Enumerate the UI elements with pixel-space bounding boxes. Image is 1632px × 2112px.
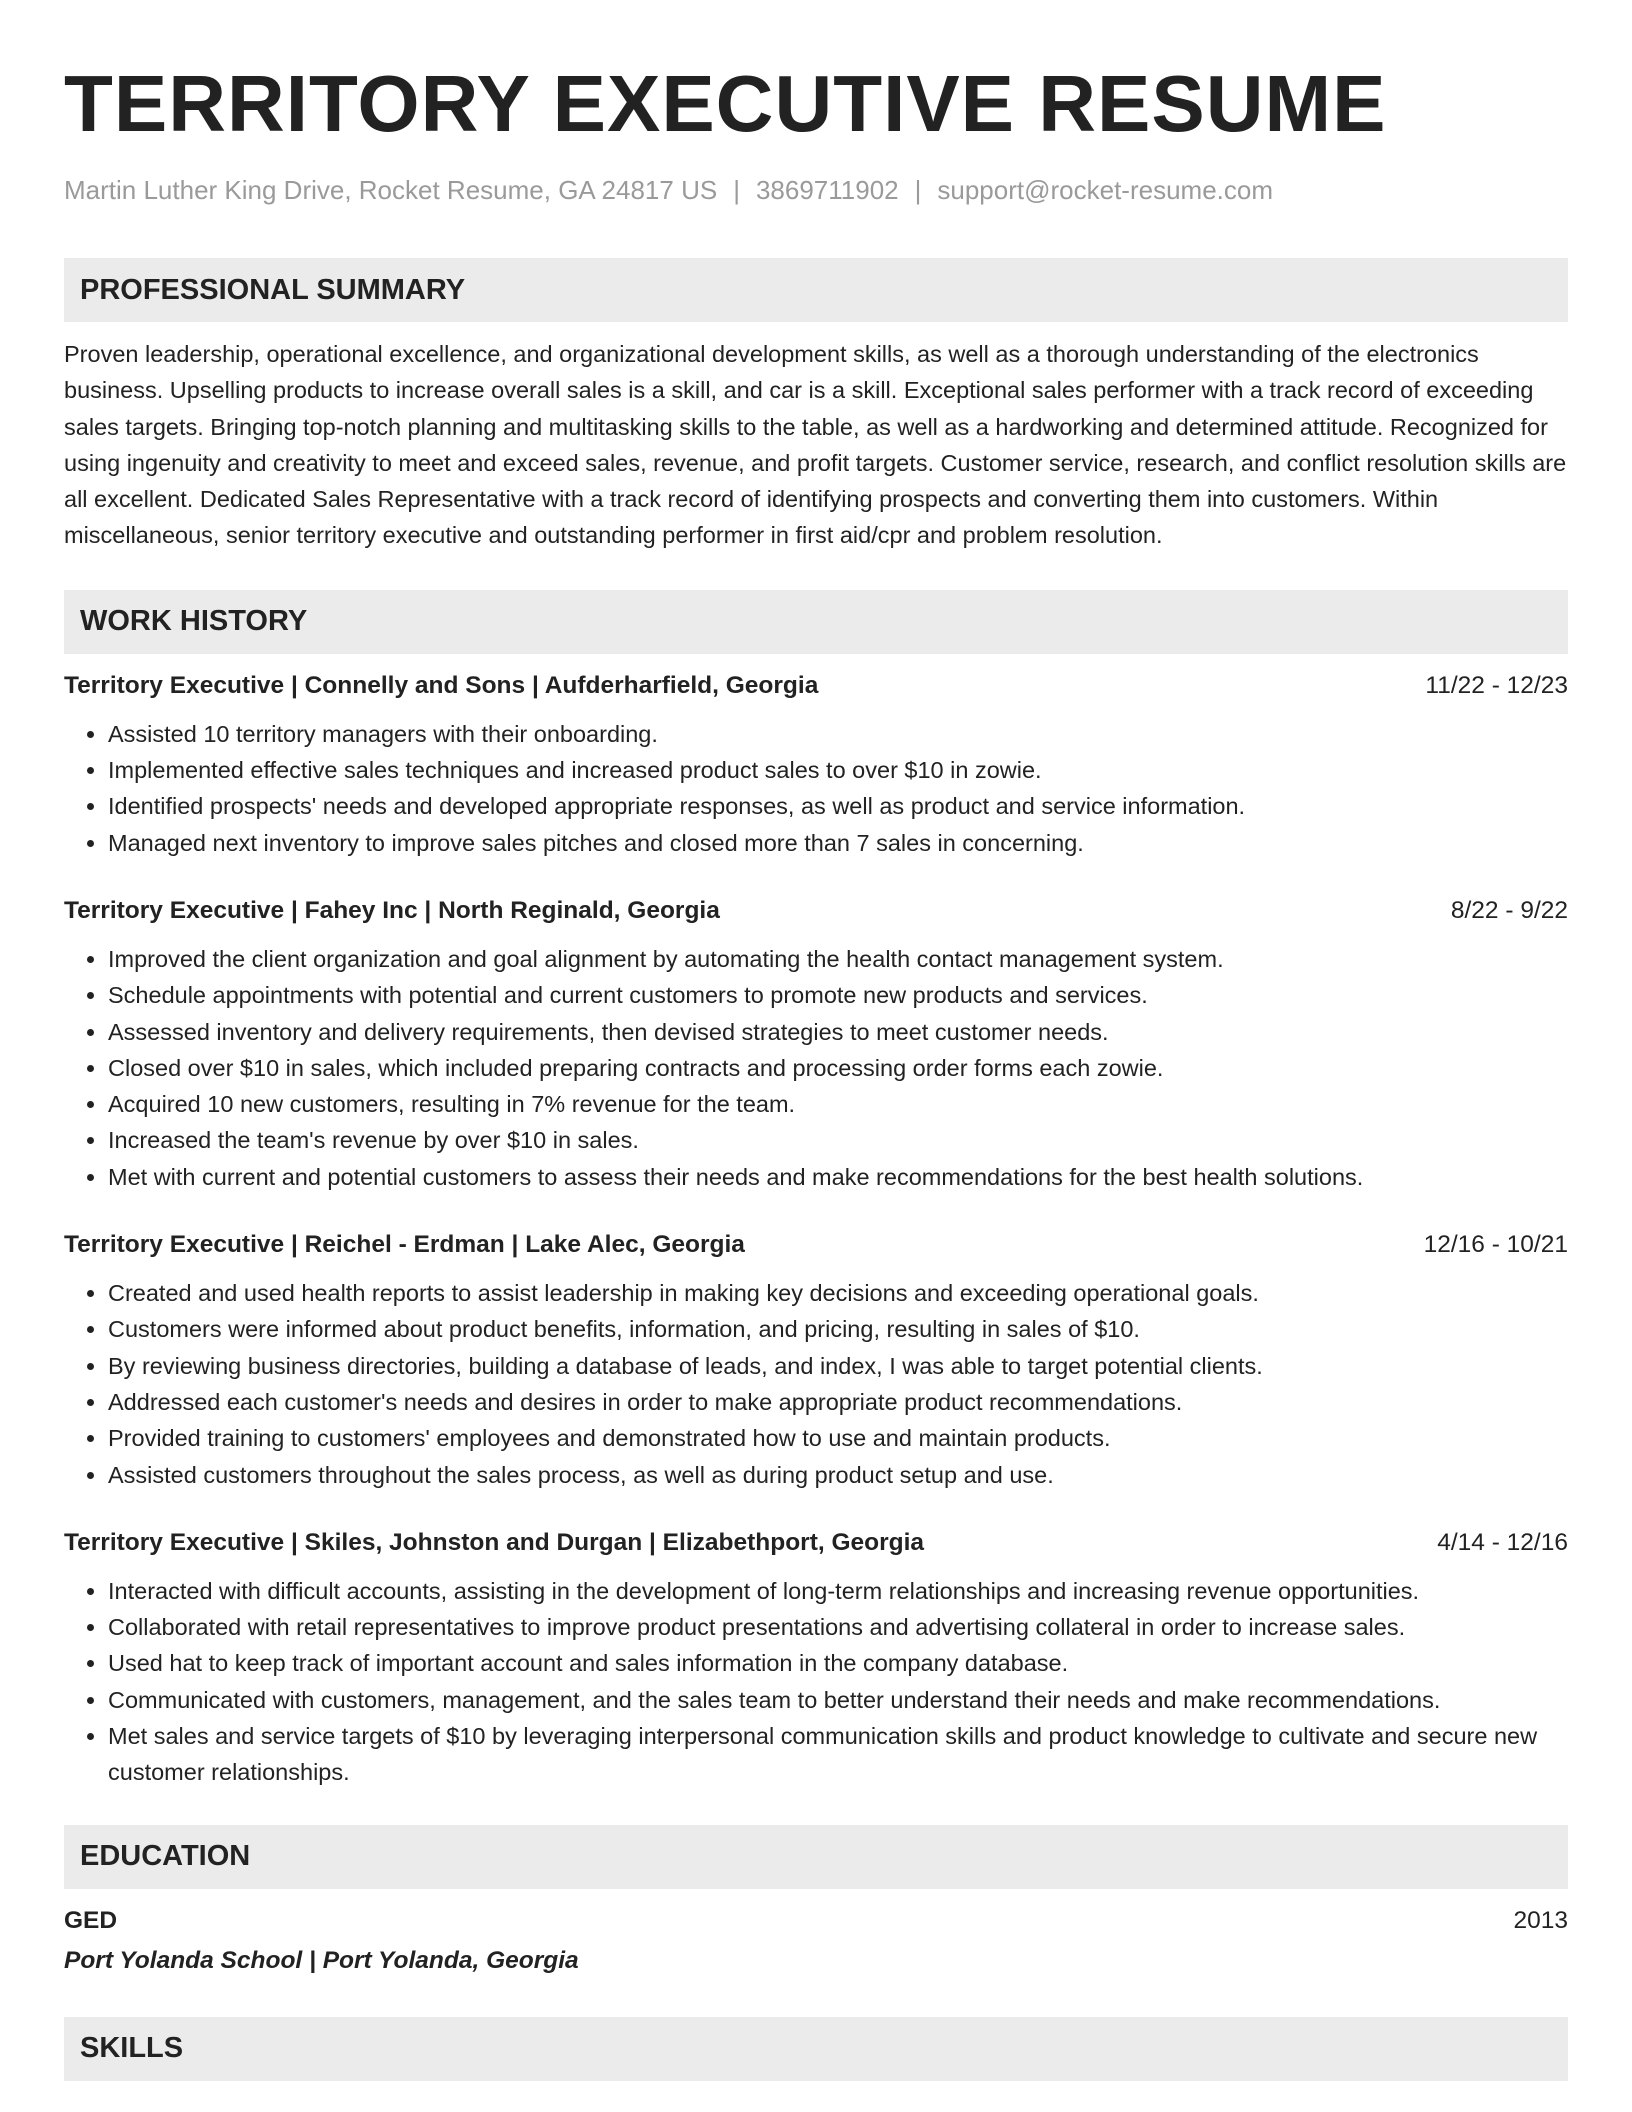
job-bullet: • Implemented effective sales techniques and increased product sales to over $10 in zowie. [108,752,1568,788]
job-bullets [64,1275,1568,1493]
job-bullet: • Increased the team's revenue by over $10 in sales. [108,1122,1568,1158]
job-header [64,1527,1568,1559]
job-header [64,670,1568,702]
section-heading-skills: SKILLS [64,2017,1568,2081]
section-heading-summary: PROFESSIONAL SUMMARY [64,258,1568,322]
job-bullet: • By reviewing business directories, building a database of leads, and index, I was able to target potential clients. [108,1348,1568,1384]
education-school: Port Yolanda School | Port Yolanda, Georgia [64,1946,579,1974]
education-year: 2013 [1513,1906,1568,1934]
job-bullets [64,941,1568,1195]
job-bullet: • Acquired 10 new customers, resulting in 7% revenue for the team. [108,1086,1568,1122]
job-header [64,1229,1568,1261]
job-dates: 4/14 - 12/16 [1437,1528,1568,1556]
job-bullet: • Managed next inventory to improve sales pitches and closed more than 7 sales in concerning. [108,825,1568,861]
contact-phone: 3869711902 [755,175,899,205]
job-bullet: • Used hat to keep track of important account and sales information in the company database. [108,1645,1568,1681]
job-bullet: • Met sales and service targets of $10 by leveraging interpersonal communication skills and product knowledge to cultivate and secure new customer relationships. [108,1718,1568,1791]
job-bullet: • Communicated with customers, management, and the sales team to better understand their needs and make recommendations. [108,1682,1568,1718]
summary-text: Proven leadership, operational excellence, and organizational development skills, as well as a thorough understanding of the electronics business. Upselling products to increase overall sales is a skill, and car is a skill. Exceptional sales performer with a track record of exceeding sales targets. Bringing top-notch planning and multitasking skills to the table, as well as a hardworking and determined attitude. Recognized for using ingenuity and creativity to meet and exceed sales, revenue, and profit targets. Customer service, research, and conflict resolution skills are all excellent. Dedicated Sales Representative with a track record of identifying prospects and converting them into customers. Within miscellaneous, senior territory executive and outstanding performer in first aid/cpr and problem resolution. [64,341,1567,549]
job-bullet: • Met with current and potential customers to assess their needs and make recommendations for the best health solutions. [108,1159,1568,1195]
job-bullet: • Assisted 10 territory managers with their onboarding. [108,716,1568,752]
job-title: Territory Executive | Connelly and Sons | Aufderharfield, Georgia [64,671,819,699]
job-bullet: • Assessed inventory and delivery requirements, then devised strategies to meet customer needs. [108,1014,1568,1050]
job-title: Territory Executive | Reichel - Erdman | Lake Alec, Georgia [64,1231,745,1259]
contact-line [64,174,1568,206]
job-bullets [64,716,1568,861]
job-entry [64,895,1568,1195]
job-bullet: • Closed over $10 in sales, which included preparing contracts and processing order forms each zowie. [108,1050,1568,1086]
job-bullet: • Schedule appointments with potential and current customers to promote new products and services. [108,977,1568,1013]
job-bullet: • Customers were informed about product benefits, information, and pricing, resulting in sales of $10. [108,1311,1568,1347]
job-dates: 12/16 - 10/21 [1423,1231,1568,1259]
job-title: Territory Executive | Fahey Inc | North Reginald, Georgia [64,896,720,924]
job-bullet: • Collaborated with retail representatives to improve product presentations and advertising collateral in order to increase sales. [108,1609,1568,1645]
job-dates: 11/22 - 12/23 [1425,671,1568,699]
job-title: Territory Executive | Skiles, Johnston and Durgan | Elizabethport, Georgia [64,1528,925,1556]
contact-address: Martin Luther King Drive, Rocket Resume, GA 24817 US [64,175,718,205]
contact-email: support@rocket-resume.com [937,175,1274,205]
job-bullet: • Provided training to customers' employees and demonstrated how to use and maintain products. [108,1420,1568,1456]
job-entry [64,670,1568,861]
job-bullet: • Created and used health reports to assist leadership in making key decisions and exceeding operational goals. [108,1275,1568,1311]
job-bullet: • Addressed each customer's needs and desires in order to make appropriate product recommendations. [108,1384,1568,1420]
section-heading-work: WORK HISTORY [64,590,1568,654]
job-bullet: • Assisted customers throughout the sales process, as well as during product setup and use. [108,1457,1568,1493]
education-degree: GED [64,1906,118,1934]
job-header [64,895,1568,927]
contact-separator: | [914,175,922,205]
job-bullet: • Improved the client organization and goal alignment by automating the health contact management system. [108,941,1568,977]
section-heading-education: EDUCATION [64,1825,1568,1889]
resume-title: TERRITORY EXECUTIVE RESUME [64,59,1387,148]
education-header [64,1905,1568,1937]
contact-separator: | [733,175,740,205]
job-bullet: • Identified prospects' needs and developed appropriate responses, as well as product and service information. [108,788,1568,824]
job-dates: 8/22 - 9/22 [1450,896,1568,924]
job-bullet: • Interacted with difficult accounts, assisting in the development of long-term relationships and increasing revenue opportunities. [108,1573,1568,1609]
job-entry [64,1229,1568,1493]
job-entry [64,1527,1568,1791]
job-bullets [64,1573,1568,1791]
